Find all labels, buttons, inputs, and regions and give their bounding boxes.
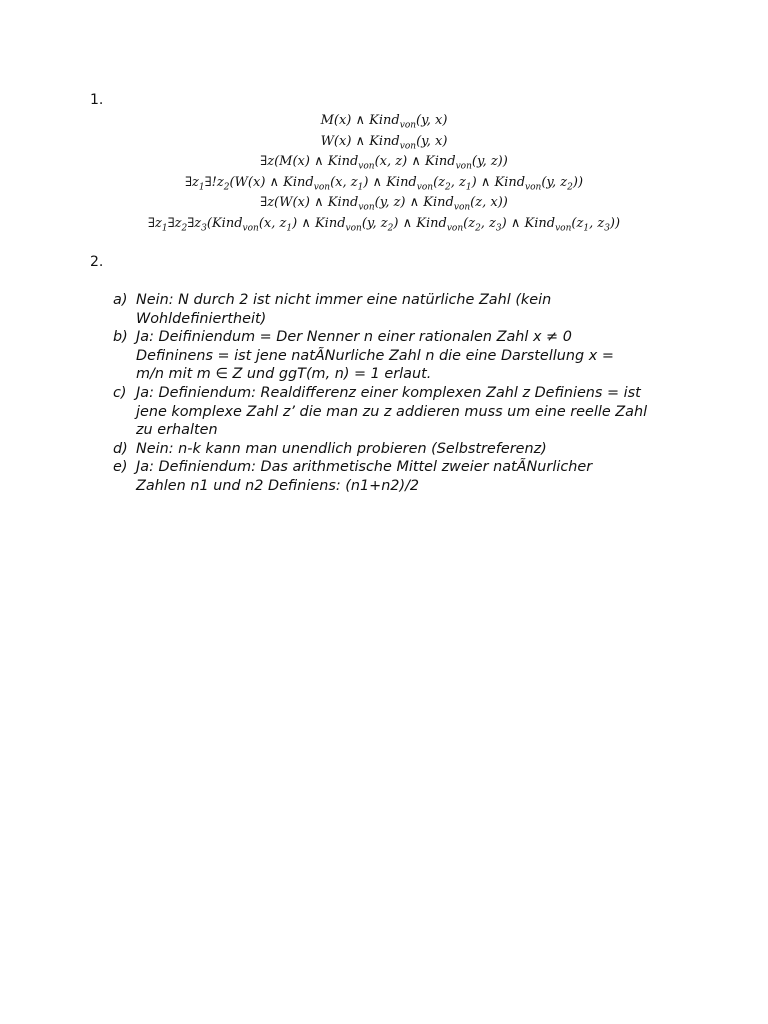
- answer-line: zu erhalten: [136, 422, 218, 439]
- answer-line: jene komplexe Zahl z’ die man zu z addieren muss um eine reelle Zahl: [136, 403, 648, 420]
- answer-list: [113, 291, 693, 496]
- answer-line: Defininens = ist jene natÃNurliche Zahl n die eine Darstellung x =: [136, 347, 614, 364]
- section-2-number: 2.: [90, 254, 104, 270]
- answer-line: Ja: Deifiniendum = Der Nenner n einer rationalen Zahl x ≠ 0: [136, 329, 572, 346]
- formula-5: ∃z(W(x) ∧ Kind$_{von}$(y, z) ∧ Kind$_{von}$(z, x)): [260, 195, 508, 213]
- answer-line: Ja: Definiendum: Das arithmetische Mittel zweier natÃNurlicher: [136, 459, 593, 476]
- answer-line: Wohldefiniertheit): [136, 310, 267, 327]
- answer-label: d): [113, 440, 128, 457]
- answer-b: [113, 328, 693, 384]
- answer-label: b): [113, 329, 128, 346]
- answer-line: Ja: Definiendum: Realdifferenz einer komplexen Zahl z Definiens = ist: [136, 384, 641, 401]
- answer-d: [113, 440, 693, 459]
- answer-e: [113, 458, 693, 495]
- formula-4: $\exists z_1\exists!z_2(W(x)$ ∧ Kind$_{von}$(x, $z_1$) ∧ $Kind_{von}(z_2$, $z_1$) ∧ Kind$_{von}$(y, $z_2$)): [184, 174, 584, 193]
- answer-line: m/n mit m ∈ Z und ggT(m, n) = 1 erlaut.: [136, 366, 432, 383]
- answer-line: Zahlen n1 und n2 Definiens: (n1+n2)/2: [136, 477, 420, 494]
- formula-block: [0, 111, 768, 234]
- formula-2: W(x) ∧ Kind$_{von}$(y, x): [320, 133, 448, 152]
- formula-1: M(x) ∧ Kind$_{von}$(y, x): [320, 113, 448, 131]
- answer-label: e): [113, 459, 128, 476]
- answer-label: a): [113, 292, 128, 308]
- answer-line: Nein: N durch 2 ist nicht immer eine natürliche Zahl (kein: [136, 292, 552, 308]
- answer-a: [113, 291, 693, 328]
- answer-label: c): [113, 384, 127, 401]
- answer-c: [113, 384, 693, 440]
- formula-3: ∃z(M(x) ∧ Kind$_{von}$(x, z) ∧ Kind$_{von}$(y, z)): [260, 154, 508, 172]
- section-1-number: 1.: [90, 92, 104, 108]
- formula-6: $\exists z_1\exists z_2\exists z_3(Kind_{von}(x$, $z_1$) ∧ Kind$_{von}$(y, $z_2$) ∧ $Kind_{von}(z_2$, $z_3$) ∧ $Kind_{von}(z_1$, $z_3$)): [147, 215, 621, 234]
- answer-line: Nein: n-k kann man unendlich probieren (Selbstreferenz): [136, 440, 547, 457]
